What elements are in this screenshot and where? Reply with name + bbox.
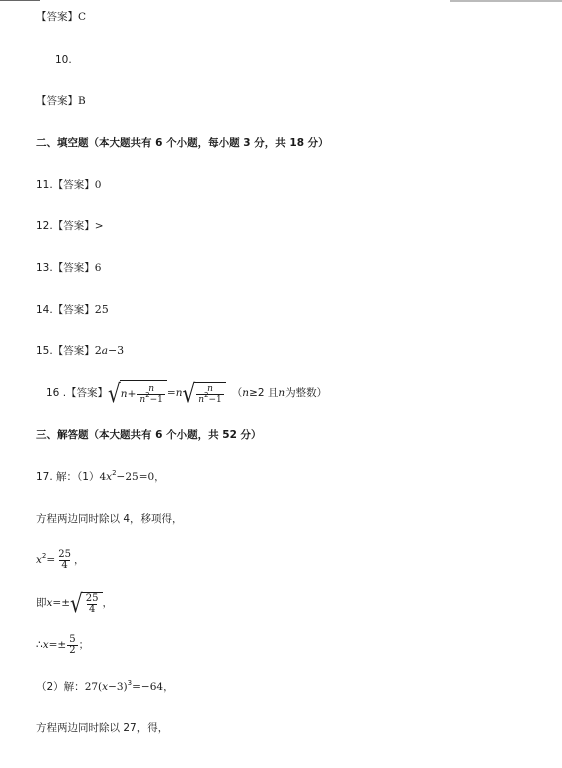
answer-12: 12.【答案】>: [36, 220, 104, 232]
q17-line-2: 方程两边同时除以 4，移项得，: [36, 513, 183, 525]
radical-left: √ n + $\frac{n}{n^2-1}$: [108, 380, 167, 406]
answer-11: 11.【答案】0: [36, 179, 102, 191]
answer-15: 15.【答案】2a−3: [36, 344, 125, 357]
answer-10: 【答案】B: [36, 95, 86, 107]
q17-line-6: （2）解：$27(x-3)^3=-64$，: [36, 679, 174, 693]
top-rule-right: [450, 0, 562, 2]
answer-16: 16 .【答案】 √ n + $\frac{n}{n^2-1}$ =n √ $\frac{n}{n^2-1}$ （n≥2 且n为整数）: [46, 378, 328, 408]
answer-13: 13.【答案】6: [36, 262, 102, 274]
answer-9: 【答案】C: [36, 11, 87, 23]
q17-line-1: 17. 解：$(1)4x^2-25=0$，: [36, 469, 165, 483]
section-3-heading: 三、解答题（本大题共有 6 个小题，共 52 分）: [36, 429, 262, 441]
q17-line-3: $x^2=$ $\frac{25}{4}$ ，: [36, 548, 85, 571]
q17-line-7: 方程两边同时除以 27，得，: [36, 722, 169, 734]
q17-line-5: ∴x=± $\frac{5}{2}$ ；: [36, 633, 90, 656]
answer-14: 14.【答案】25: [36, 303, 109, 316]
radical-right: √ $\frac{n}{n^2-1}$: [183, 382, 226, 405]
top-rule-left: [0, 0, 40, 1]
question-10-number: 10.: [55, 54, 72, 66]
q17-line-4: 即x=± √ $\frac{25}{4}$ ，: [36, 588, 114, 618]
section-2-heading: 二、填空题（本大题共有 6 个小题，每小题 3 分，共 18 分）: [36, 137, 329, 149]
